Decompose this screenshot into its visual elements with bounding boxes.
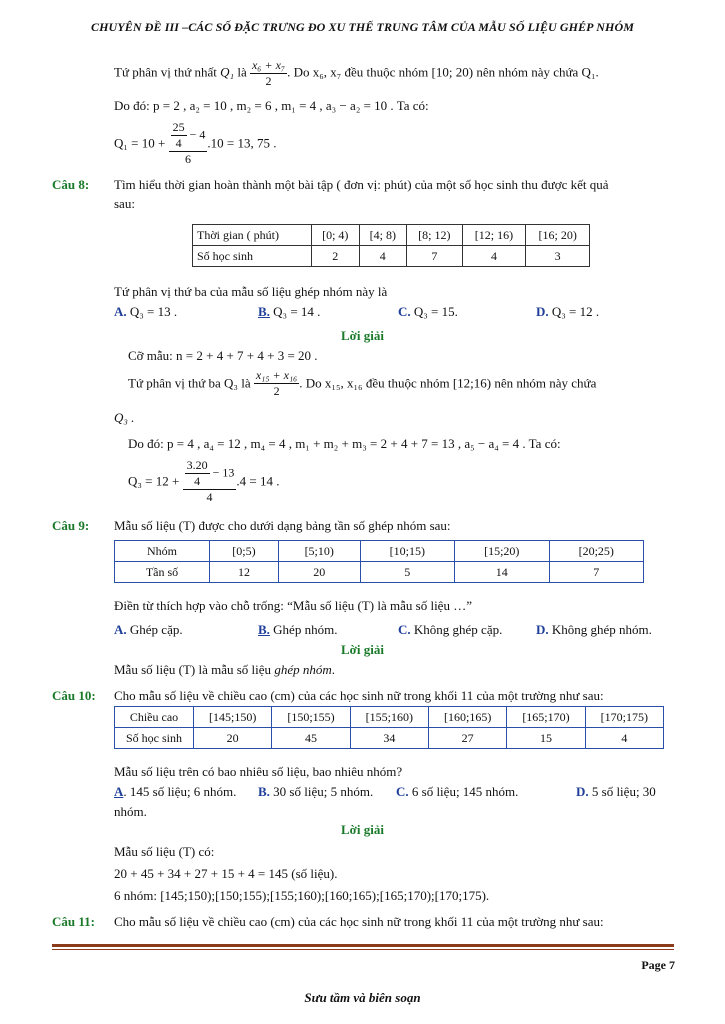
q8-option-b: B. Q₃ = 14 . <box>258 304 321 319</box>
question-label-9: Câu 9: <box>52 518 90 533</box>
q10-question: Mẫu số liệu trên có bao nhiêu số liệu, bao nhiêu nhóm? <box>114 764 403 779</box>
question-label-8: Câu 8: <box>52 177 90 192</box>
solution-title: Lời giải <box>341 822 384 837</box>
q8-text-1: Tìm hiểu thời gian hoàn thành một bài tập ( đơn vị: phút) của một số học sinh thu được kết quả <box>114 177 609 192</box>
q9-option-d: D. Không ghép nhóm. <box>536 622 652 637</box>
prev-formula: Q₁ = 10 + $\frac{25}{4}$ − 4 6 .10 = 13, 75 . <box>114 120 277 166</box>
q10-option-d-cont: nhóm. <box>114 804 147 819</box>
table-row: Số học sinh 2 4 7 4 3 <box>193 246 590 267</box>
q8-sol-1: Cỡ mẫu: n = 2 + 4 + 7 + 4 + 3 = 20 . <box>128 348 318 363</box>
table-row: Tần số 12 20 5 14 7 <box>115 562 644 583</box>
page-number: Page 7 <box>641 958 675 972</box>
q10-table <box>114 706 664 749</box>
table-row: Số học sinh 20 45 34 27 15 4 <box>115 728 664 749</box>
q9-table <box>114 540 644 583</box>
q8-question: Tứ phân vị thứ ba của mẫu số liệu ghép nhóm này là <box>114 284 388 299</box>
solution-title: Lời giải <box>341 642 384 657</box>
table-row: Nhóm [0;5) [5;10) [10;15) [15;20) [20;25) <box>115 541 644 562</box>
footer-rule-thin <box>52 949 674 950</box>
q8-table <box>192 224 590 267</box>
q11-text: Cho mẫu số liệu về chiều cao (cm) của các học sinh nữ trong khối 11 của một trường như sau: <box>114 914 604 929</box>
q10-sol-2: 20 + 45 + 34 + 27 + 15 + 4 = 145 (số liệu). <box>114 866 338 881</box>
q8-sol-2: Tứ phân vị thứ ba Q₃ là $\frac{\text{x₁₅ + x₁₆}}{2}$ . Do x₁₅, x₁₆ đều thuộc nhóm [12;16) nên nhóm này chứa <box>128 368 597 398</box>
q8-text-2: sau: <box>114 196 135 211</box>
q10-sol-3: 6 nhóm: [145;150);[150;155);[155;160);[160;165);[165;170);[170;175). <box>114 888 490 903</box>
q8-sol-4: Do đó: p = 4 , a₄ = 12 , m₄ = 4 , m₁ + m₂ + m₃ = 2 + 4 + 7 = 13 , a₅ − a₄ = 4 . Ta có: <box>128 436 561 451</box>
q10-option-c: C. 6 số liệu; 145 nhóm. <box>396 784 519 799</box>
solution-title: Lời giải <box>341 328 384 343</box>
q9-question: Điền từ thích hợp vào chỗ trống: “Mẫu số liệu (T) là mẫu số liệu …” <box>114 598 472 613</box>
fraction: $\frac{\text{x₆ + x₇}}{2}$ <box>251 58 286 88</box>
q10-option-a: A. 145 số liệu; 6 nhóm. <box>114 784 237 799</box>
q9-option-c: C. Không ghép cặp. <box>398 622 503 637</box>
prev-line-1: Tứ phân vị thứ nhất Q₁ là $\frac{\text{x₆ + x₇}}{2}$ . Do x₆, x₇ đều thuộc nhóm [10; 20) nên nhóm này chứa Q₁. <box>114 58 599 88</box>
q9-option-b: B. Ghép nhóm. <box>258 622 338 637</box>
q8-formula: Q₃ = 12 + $\frac{3.20}{4}$ − 13 4 .4 = 14 . <box>128 458 280 504</box>
table-row: Chiều cao [145;150) [150;155) [155;160) [160;165) [165;170) [170;175) <box>115 707 664 728</box>
q8-option-a: A. Q₃ = 13 . <box>114 304 178 319</box>
q9-sol-1: Mẫu số liệu (T) là mẫu số liệu ghép nhóm. <box>114 662 335 677</box>
q9-text: Mẫu số liệu (T) được cho dưới dạng bảng tần số ghép nhóm sau: <box>114 518 451 533</box>
q10-option-b: B. 30 số liệu; 5 nhóm. <box>258 784 374 799</box>
q9-option-a: A. Ghép cặp. <box>114 622 183 637</box>
question-label-10: Câu 10: <box>52 688 96 703</box>
page-header: CHUYÊN ĐỀ III –CÁC SỐ ĐẶC TRƯNG ĐO XU THẾ TRUNG TÂM CỦA MẪU SỐ LIỆU GHÉP NHÓM <box>91 20 634 34</box>
q10-text: Cho mẫu số liệu về chiều cao (cm) của các học sinh nữ trong khối 11 của một trường như sau: <box>114 688 604 703</box>
q10-sol-1: Mẫu số liệu (T) có: <box>114 844 215 859</box>
footer-rule <box>52 944 674 947</box>
question-label-11: Câu 11: <box>52 914 95 929</box>
prev-line-2: Do đó: p = 2 , a₂ = 10 , m₂ = 6 , m₁ = 4 , a₃ − a₂ = 10 . Ta có: <box>114 98 429 113</box>
footer-credit: Sưu tầm và biên soạn <box>304 990 421 1005</box>
q8-option-c: C. Q₃ = 15. <box>398 304 458 319</box>
q8-option-d: D. Q₃ = 12 . <box>536 304 600 319</box>
table-row: Thời gian ( phút) [0; 4) [4; 8) [8; 12) [12; 16) [16; 20) <box>193 225 590 246</box>
q8-sol-3: Q₃ . <box>114 410 135 425</box>
q10-option-d: D. 5 số liệu; 30 <box>576 784 656 799</box>
